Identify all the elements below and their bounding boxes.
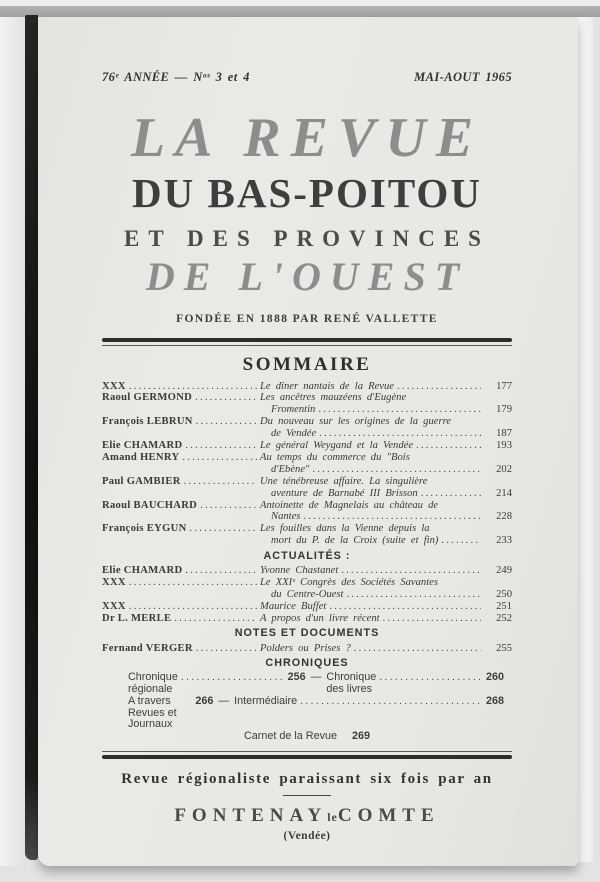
leader-dots	[129, 601, 257, 613]
author-cell	[102, 452, 260, 464]
page-number: 228	[496, 511, 512, 523]
title-cell	[260, 589, 484, 601]
toc-row	[102, 511, 512, 523]
page-number: 193	[496, 440, 512, 452]
section-heading: ACTUALITÉS :	[263, 549, 351, 562]
chroniques-line3	[102, 731, 512, 743]
author-name: Dr L. MERLE	[102, 612, 172, 624]
toc-row	[102, 452, 512, 464]
leader-dots	[196, 416, 257, 428]
publication-city	[102, 805, 512, 827]
city-part1: FONTENAY	[174, 805, 328, 827]
entry-title: du Centre-Ouest	[271, 588, 344, 600]
sommaire-heading: SOMMAIRE	[242, 353, 372, 375]
toc-row	[102, 601, 512, 613]
page-number: 255	[496, 642, 512, 654]
toc-row	[102, 613, 512, 625]
leader-dots	[200, 500, 257, 512]
scan-left-margin	[0, 17, 25, 866]
title-cell	[260, 476, 484, 488]
title-cell	[260, 452, 484, 464]
author-name: Raoul GERMOND	[102, 392, 193, 404]
author-name: XXX	[102, 577, 126, 588]
department-name: (Vendée)	[283, 830, 331, 843]
top-rule-thin	[102, 345, 512, 346]
entry-title: Maurice Buffet	[260, 600, 327, 612]
page-right-highlight	[578, 17, 593, 862]
author-name: Elie CHAMARD	[102, 440, 183, 452]
author-cell	[102, 577, 260, 589]
leader-dots	[383, 613, 481, 625]
title-cell	[260, 428, 484, 440]
entry-title: Au temps du commerce du "Bois	[260, 451, 410, 463]
dash-separator: —	[218, 694, 230, 707]
leader-dots	[181, 672, 285, 684]
toc-row	[102, 381, 512, 393]
author-name: XXX	[102, 380, 126, 392]
entry-title: Antoinette de Magnelais au château de	[260, 499, 439, 511]
page-number: 252	[496, 612, 512, 624]
author-name: Amand HENRY	[102, 451, 180, 463]
section-heading: NOTES ET DOCUMENTS	[234, 627, 380, 640]
entry-title: Une ténébreuse affaire. La singulière	[260, 475, 428, 487]
entry-title: Le dîner nantais de la Revue	[260, 380, 395, 392]
author-cell	[102, 416, 260, 428]
leader-dots	[196, 643, 257, 655]
leader-dots	[354, 643, 481, 655]
page-number: 202	[496, 463, 512, 475]
leader-dots	[416, 440, 481, 452]
page-number: 233	[496, 535, 512, 547]
page-number: 187	[496, 428, 512, 440]
leader-dots	[190, 523, 257, 535]
leader-dots	[318, 404, 481, 416]
title-cell	[260, 464, 484, 476]
entry-title: Yvonne Chastanet	[260, 565, 339, 577]
dash-separator: —	[310, 671, 322, 684]
chronique-label: Intermédiaire	[234, 694, 298, 707]
section-heading-chroniques: CHRONIQUES	[265, 656, 349, 669]
page-content	[102, 17, 512, 842]
leader-dots	[184, 476, 257, 488]
entry-title: A propos d'un livre récent	[260, 612, 380, 624]
chroniques-line2	[102, 696, 512, 731]
leader-dots	[182, 452, 257, 464]
short-divider	[283, 795, 331, 796]
author-name: Paul GAMBIER	[102, 475, 181, 487]
author-cell	[102, 613, 260, 625]
leader-dots	[303, 511, 481, 523]
author-name: François LEBRUN	[102, 416, 193, 428]
toc-row	[102, 488, 512, 500]
journal-title-line3: ET DES PROVINCES	[124, 226, 490, 251]
author-cell	[102, 476, 260, 488]
entry-title: Polders ou Prises ?	[260, 642, 351, 654]
page-number: 268	[485, 694, 504, 707]
chronique-label: A travers Revues et Journaux	[128, 694, 177, 731]
chronique-label: Carnet de la Revue	[243, 730, 337, 743]
toc-row	[102, 565, 512, 577]
title-cell	[260, 404, 484, 416]
leader-dots	[421, 488, 481, 500]
journal-title-line1: LA REVUE	[130, 107, 484, 169]
author-name: Elie CHAMARD	[102, 565, 183, 577]
title-cell	[260, 643, 484, 655]
toc-row	[102, 577, 512, 589]
page-number: 249	[496, 565, 512, 577]
toc-row	[102, 535, 512, 547]
leader-dots	[379, 672, 483, 684]
title-cell	[260, 613, 484, 625]
author-cell	[102, 565, 260, 577]
bottom-rule-thick	[102, 755, 512, 759]
title-cell	[260, 577, 484, 589]
entry-title: Fromentin	[271, 404, 316, 416]
entry-title: Le XXIᵉ Congrès des Sociétés Savantes	[260, 577, 438, 588]
toc-row	[102, 404, 512, 416]
author-name: François EYGUN	[102, 523, 187, 535]
journal-title-line2: DU BAS-POITOU	[132, 170, 482, 216]
toc-row	[102, 643, 512, 655]
leader-dots	[300, 696, 483, 708]
entry-title: Le général Weygand et la Vendée	[260, 440, 414, 452]
title-cell	[260, 392, 484, 404]
title-cell	[260, 523, 484, 535]
founder-line: FONDÉE EN 1888 PAR RENÉ VALLETTE	[176, 313, 438, 325]
leader-dots	[174, 613, 257, 625]
page-number: 179	[496, 404, 512, 416]
page-number: 266	[195, 694, 214, 707]
title-block	[102, 107, 512, 326]
leader-dots	[341, 565, 481, 577]
author-name: XXX	[102, 600, 126, 612]
chronique-label: Chronique des livres	[326, 671, 377, 696]
toc-row	[102, 416, 512, 428]
leader-dots	[195, 392, 257, 404]
city-le: le	[327, 810, 338, 825]
title-cell	[260, 488, 484, 500]
masthead-row	[102, 17, 512, 85]
page-number: 250	[496, 588, 512, 600]
leader-dots	[129, 381, 257, 393]
entry-title: Nantes	[271, 511, 301, 523]
entry-title: Les fouilles dans la Vienne depuis la	[260, 523, 430, 535]
journal-title-line4: DE L'OUEST	[145, 254, 469, 299]
author-cell	[102, 500, 260, 512]
issue-date: MAI-AOUT 1965	[414, 70, 512, 84]
entry-title: d'Ebène"	[271, 463, 310, 475]
leader-dots	[312, 464, 481, 476]
page-number: 177	[496, 380, 512, 392]
author-cell	[102, 601, 260, 613]
issue-number: 76ᵉ ANNÉE — Nᵒˢ 3 et 4	[102, 70, 250, 84]
author-cell	[102, 381, 260, 393]
entry-title: Du nouveau sur les origines de la guerre	[260, 416, 451, 428]
journal-cover-page	[38, 17, 578, 866]
toc-row	[102, 500, 512, 512]
entry-title: de Vendée	[271, 428, 317, 440]
toc-row	[102, 589, 512, 601]
toc-row	[102, 440, 512, 452]
entry-title: aventure de Barnabé III Brisson	[271, 487, 418, 499]
book-spine-edge	[25, 15, 38, 860]
title-cell	[260, 440, 484, 452]
author-name: Fernand VERGER	[102, 642, 193, 654]
title-cell	[260, 416, 484, 428]
author-cell	[102, 440, 260, 452]
title-cell	[260, 535, 484, 547]
author-name: Raoul BAUCHARD	[102, 499, 198, 511]
sommaire-entries	[102, 381, 512, 655]
title-cell	[260, 565, 484, 577]
chroniques-line1	[102, 672, 512, 696]
title-cell	[260, 500, 484, 512]
leader-dots	[397, 381, 481, 393]
leader-dots	[346, 589, 481, 601]
chronique-label: Chronique régionale	[128, 671, 178, 696]
leader-dots	[319, 428, 481, 440]
leader-dots	[129, 577, 257, 589]
leader-dots	[185, 565, 257, 577]
author-cell	[102, 643, 260, 655]
page-number: 251	[496, 600, 512, 612]
toc-row	[102, 392, 512, 404]
toc-row	[102, 523, 512, 535]
bottom-rule-thin	[102, 751, 512, 752]
page-number: 256	[287, 671, 306, 684]
toc-row	[102, 464, 512, 476]
toc-row	[102, 476, 512, 488]
leader-dots	[441, 535, 481, 547]
page-number: 214	[496, 487, 512, 499]
city-part2: COMTE	[337, 805, 440, 827]
scanner-gray-band	[0, 6, 600, 17]
page-number: 260	[485, 671, 504, 684]
title-cell	[260, 381, 484, 393]
chroniques-section	[102, 658, 512, 743]
author-cell	[102, 392, 260, 404]
title-cell	[260, 601, 484, 613]
page-number: 269	[352, 730, 371, 743]
leader-dots	[329, 601, 481, 613]
entry-title: mort du P. de la Croix (suite et fin)	[271, 535, 439, 547]
top-rule-thick	[102, 338, 512, 342]
periodicity-note: Revue régionaliste paraissant six fois par an	[121, 771, 493, 788]
leader-dots	[185, 440, 257, 452]
toc-row	[102, 428, 512, 440]
spacer	[340, 730, 352, 742]
title-cell	[260, 511, 484, 523]
author-cell	[102, 523, 260, 535]
entry-title: Les ancêtres mauzéens d'Eugène	[260, 392, 407, 404]
